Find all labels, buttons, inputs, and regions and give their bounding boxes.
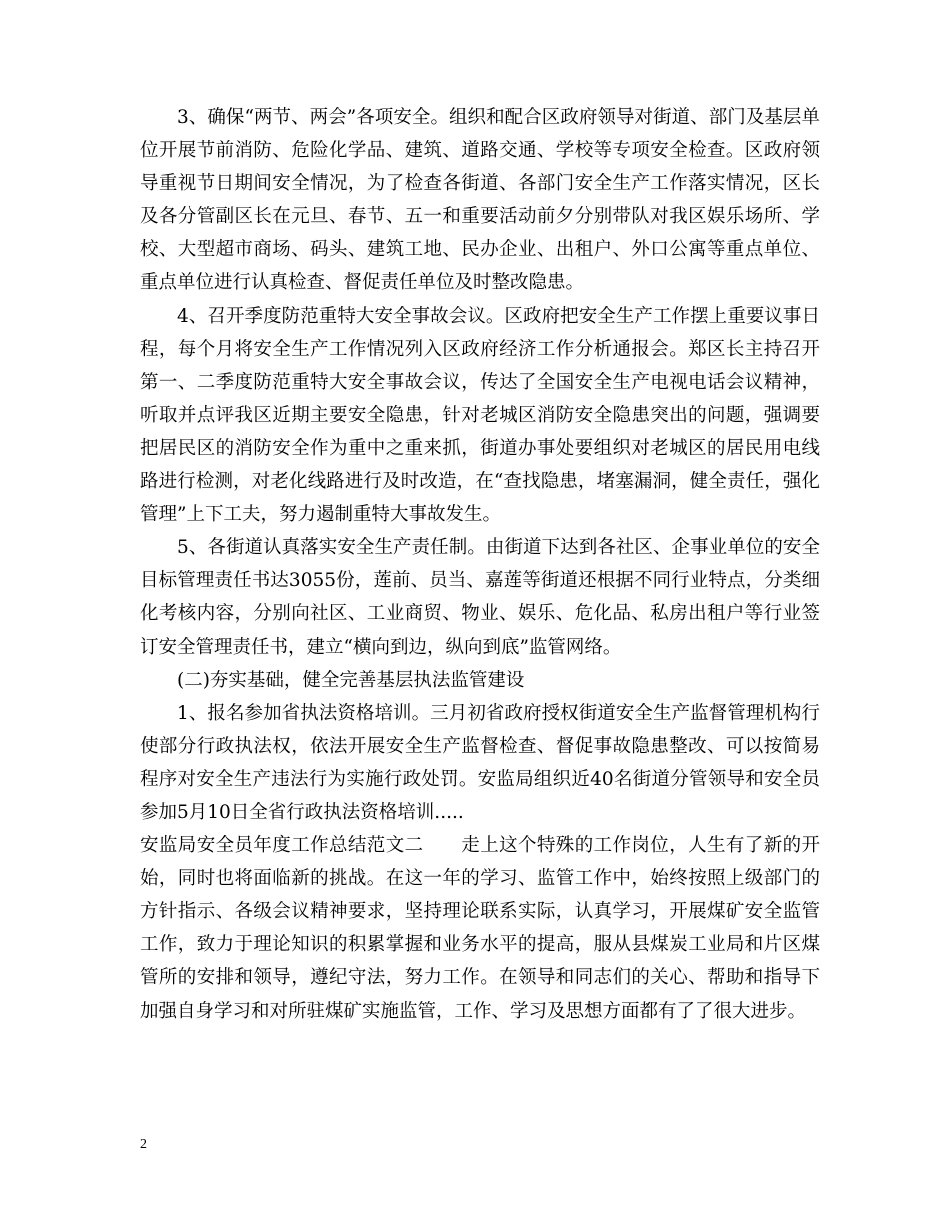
paragraph-training: 1、报名参加省执法资格培训。三月初省政府授权街道安全生产监督管理机构行使部分行政执法权，依法开展安全生产监督检查、督促事故隐患整改、可以按简易程序对安全生产违法行为实施行政处罚。安监局组织近40名街道分管领导和安全员参加5月10日全省行政执法资格培训..... [140,702,820,823]
section-heading: (二)夯实基础，健全完善基层执法监管建设 [177,669,525,691]
paragraph-item-3: 3、确保“两节、两会”各项安全。组织和配合区政府领导对街道、部门及基层单位开展节前消防、危险化学品、建筑、道路交通、学校等专项安全检查。区政府领导重视节日期间安全情况，为了检查各街道、各部门安全生产工作落实情况，区长及各分管副区长在元旦、春节、五一和重要活动前夕分别带队对我区娱乐场所、学校、大型超市商场、码头、建筑工地、民办企业、出租户、外口公寓等重点单位、重点单位进行认真检查、督促责任单位及时整改隐患。 [140,107,820,294]
body-text [140,101,820,1028]
paragraph-item-4: 4、召开季度防范重特大安全事故会议。区政府把安全生产工作摆上重要议事日程，每个月将安全生产工作情况列入区政府经济工作分析通报会。郑区长主持召开第一、二季度防范重特大安全事故会议，传达了全国安全生产电视电话会议精神，听取并点评我区近期主要安全隐患，针对老城区消防安全隐患突出的问题，强调要把居民区的消防安全作为重中之重来抓，街道办事处要组织对老城区的居民用电线路进行检测，对老化线路进行及时改造，在“查找隐患，堵塞漏洞，健全责任，强化管理”上下工夫，努力遏制重特大事故发生。 [140,305,820,526]
paragraph-sample-two: 安监局安全员年度工作总结范文二 走上这个特殊的工作岗位，人生有了新的开始，同时也将面临新的挑战。在这一年的学习、监管工作中，始终按照上级部门的方针指示、各级会议精神要求，坚持理论联系实际，认真学习，开展煤矿安全监管工作，致力于理论知识的积累掌握和业务水平的提高，服从县煤炭工业局和片区煤管所的安排和领导，遵纪守法，努力工作。在领导和同志们的关心、帮助和指导下加强自身学习和对所驻煤矿实施监管，工作、学习及思想方面都有了了很大进步。 [140,835,820,1022]
page-number: 2 [140,1137,147,1152]
paragraph-item-5: 5、各街道认真落实安全生产责任制。由街道下达到各社区、企事业单位的安全目标管理责任书达3055份，莲前、员当、嘉莲等街道还根据不同行业特点，分类细化考核内容，分别向社区、工业商贸、物业、娱乐、危化品、私房出租户等行业签订安全管理责任书，建立“横向到边，纵向到底”监管网络。 [140,537,820,658]
